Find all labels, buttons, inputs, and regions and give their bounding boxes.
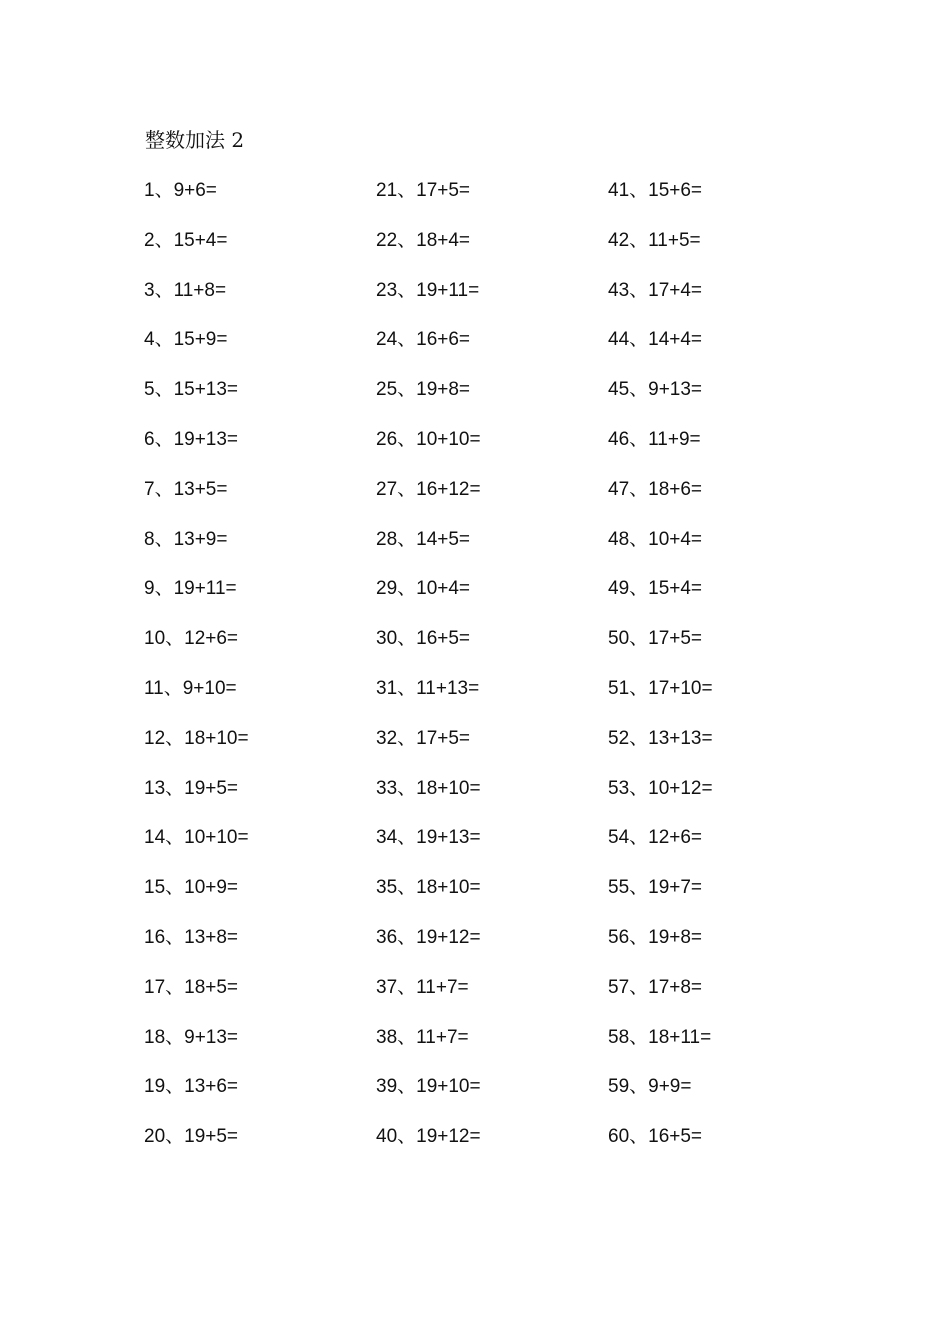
problem-item: 42、11+5=: [608, 229, 701, 251]
problem-item: 55、19+7=: [608, 877, 703, 899]
problem-item: 45、9+13=: [608, 379, 703, 401]
problem-item: 4、15+9=: [144, 329, 228, 351]
problem-item: 26、10+10=: [376, 428, 481, 450]
problem-item: 15、10+9=: [144, 877, 239, 899]
problem-item: 53、10+12=: [608, 777, 713, 799]
problem-item: 52、13+13=: [608, 727, 713, 749]
problem-item: 32、17+5=: [376, 727, 471, 749]
problem-item: 30、16+5=: [376, 628, 471, 650]
problem-item: 43、17+4=: [608, 279, 703, 301]
problem-item: 12、18+10=: [144, 727, 249, 749]
problem-item: 8、13+9=: [144, 528, 228, 550]
problem-item: 29、10+4=: [376, 578, 471, 600]
problem-item: 14、10+10=: [144, 827, 249, 849]
problem-item: 51、17+10=: [608, 677, 713, 699]
problem-item: 38、11+7=: [376, 1026, 469, 1048]
problem-item: 13、19+5=: [144, 777, 239, 799]
problem-item: 46、11+9=: [608, 428, 701, 450]
problem-item: 6、19+13=: [144, 428, 239, 450]
problem-item: 58、18+11=: [608, 1026, 712, 1048]
problem-item: 22、18+4=: [376, 229, 471, 251]
problem-item: 54、12+6=: [608, 827, 703, 849]
problem-item: 24、16+6=: [376, 329, 471, 351]
problem-item: 27、16+12=: [376, 478, 481, 500]
problem-item: 17、18+5=: [144, 976, 239, 998]
problem-item: 50、17+5=: [608, 628, 703, 650]
problem-item: 18、9+13=: [144, 1026, 239, 1048]
problem-item: 56、19+8=: [608, 926, 703, 948]
problem-item: 33、18+10=: [376, 777, 481, 799]
problem-item: 3、11+8=: [144, 279, 227, 301]
problem-column: [608, 177, 713, 1173]
problem-item: 9、19+11=: [144, 578, 237, 600]
problem-item: 47、18+6=: [608, 478, 703, 500]
problem-item: 19、13+6=: [144, 1076, 239, 1098]
problem-item: 41、15+6=: [608, 180, 703, 201]
problem-item: 40、19+12=: [376, 1126, 481, 1148]
problem-item: 1、9+6=: [144, 180, 217, 201]
problem-item: 48、10+4=: [608, 528, 703, 550]
problem-item: 37、11+7=: [376, 976, 469, 998]
problem-item: 7、13+5=: [144, 478, 228, 500]
problem-item: 31、11+13=: [376, 677, 480, 699]
problem-item: 21、17+5=: [376, 180, 471, 201]
problem-item: 60、16+5=: [608, 1126, 703, 1148]
problem-item: 36、19+12=: [376, 926, 481, 948]
problem-item: 25、19+8=: [376, 379, 471, 401]
problem-item: 49、15+4=: [608, 578, 703, 600]
worksheet-title: 整数加法 2: [145, 128, 245, 152]
problem-column: [144, 177, 249, 1173]
problem-column: [376, 177, 481, 1173]
problem-item: 23、19+11=: [376, 279, 480, 301]
problem-item: 2、15+4=: [144, 229, 228, 251]
problem-item: 5、15+13=: [144, 379, 239, 401]
problem-item: 57、17+8=: [608, 976, 703, 998]
problem-item: 35、18+10=: [376, 877, 481, 899]
problem-item: 16、13+8=: [144, 926, 239, 948]
problem-item: 44、14+4=: [608, 329, 703, 351]
problem-item: 28、14+5=: [376, 528, 471, 550]
problem-item: 59、9+9=: [608, 1076, 692, 1098]
problem-item: 34、19+13=: [376, 827, 481, 849]
problem-item: 10、12+6=: [144, 628, 239, 650]
problem-item: 20、19+5=: [144, 1126, 239, 1148]
problem-item: 39、19+10=: [376, 1076, 481, 1098]
problem-item: 11、9+10=: [144, 677, 237, 699]
